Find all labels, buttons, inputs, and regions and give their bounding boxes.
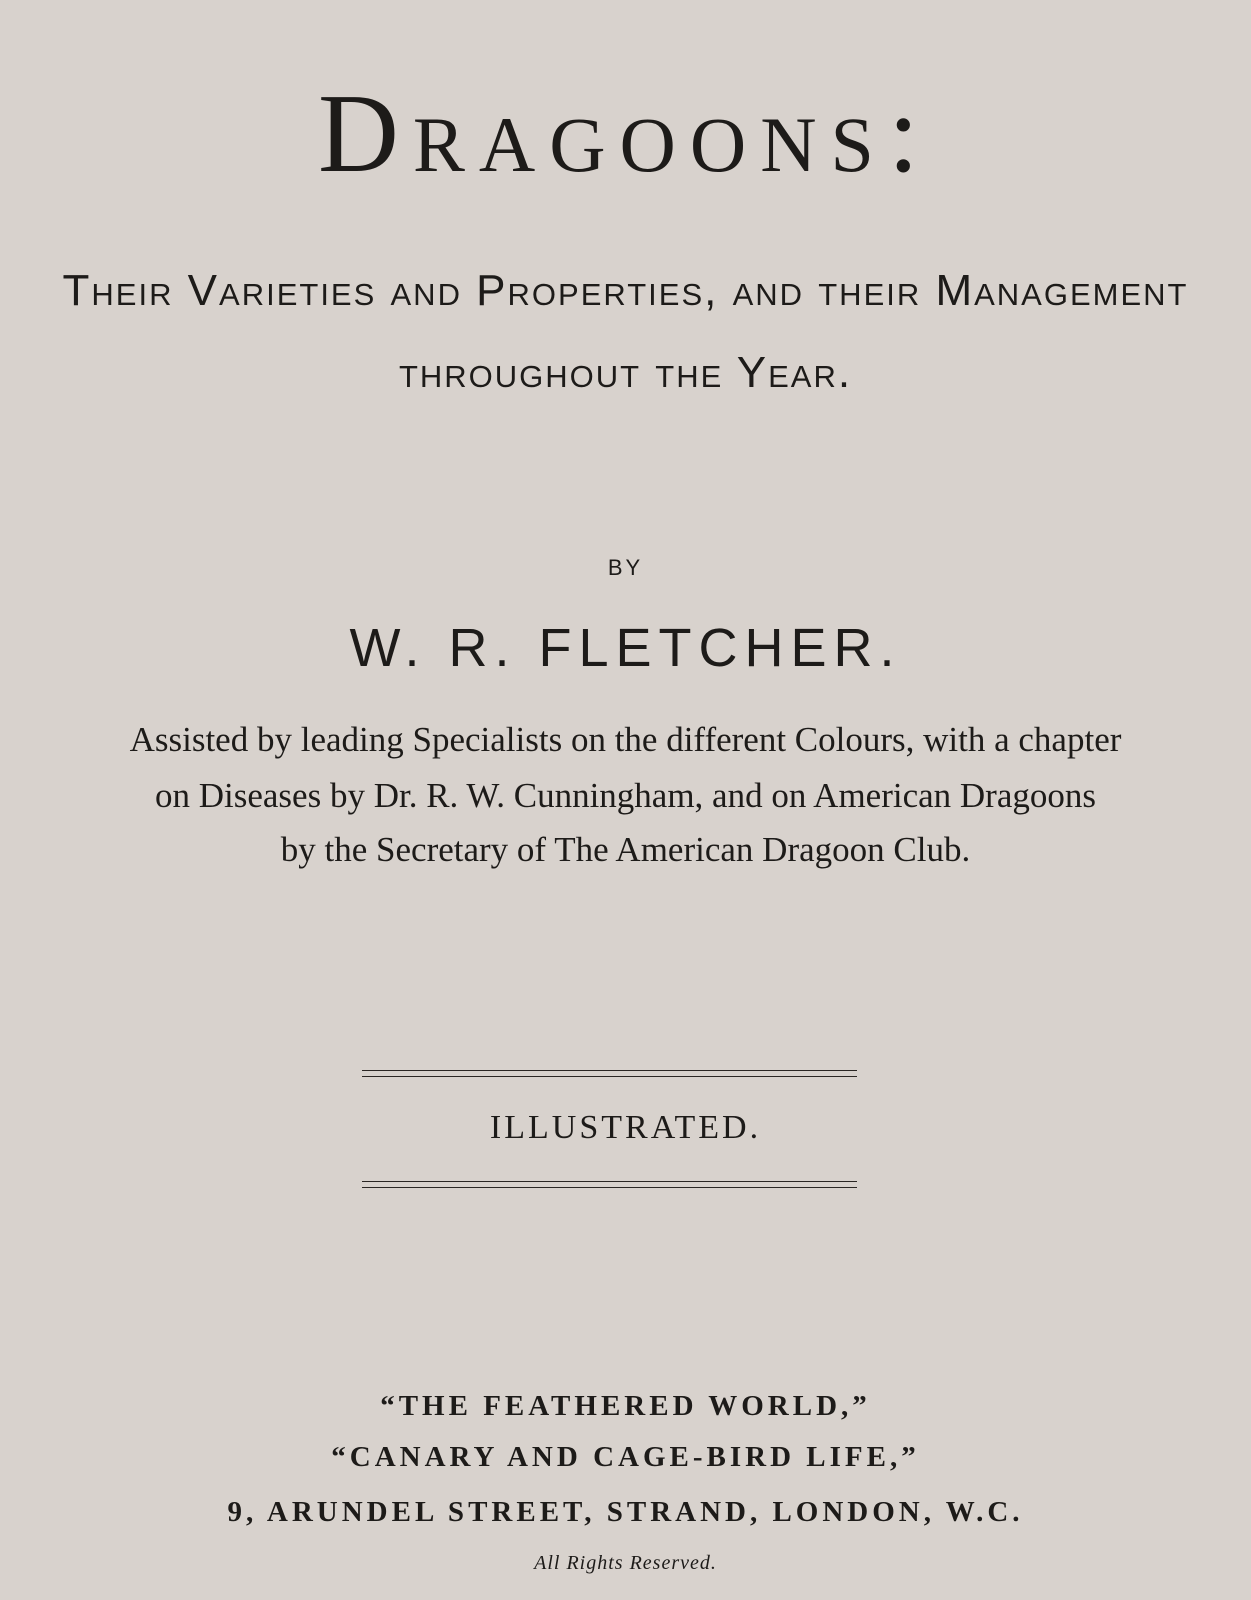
- publisher-line-1: “THE FEATHERED WORLD,”: [380, 1390, 871, 1422]
- rights-notice: All Rights Reserved.: [534, 1552, 717, 1574]
- description-line-1: Assisted by leading Specialists on the different Colours, with a chapter: [129, 720, 1122, 759]
- description-line-2: on Diseases by Dr. R. W. Cunningham, and on American Dragoons: [154, 776, 1096, 815]
- by-label: BY: [607, 555, 644, 580]
- double-rule-top: [362, 1070, 857, 1077]
- double-rule-bottom: [362, 1181, 857, 1188]
- publisher-line-2: “CANARY AND CAGE-BIRD LIFE,”: [331, 1441, 920, 1473]
- description-line-3: by the Secretary of The American Dragoon Club.: [280, 830, 971, 869]
- subtitle-line-2: throughout the Year.: [398, 348, 853, 397]
- subtitle-line-1: Their Varieties and Properties, and their Management: [62, 266, 1189, 315]
- illustrated-label: ILLUSTRATED.: [489, 1109, 762, 1146]
- author-name: W. R. FLETCHER.: [349, 618, 902, 678]
- publisher-address: 9, ARUNDEL STREET, STRAND, LONDON, W.C.: [227, 1496, 1024, 1528]
- book-title: Dragoons:: [317, 72, 934, 196]
